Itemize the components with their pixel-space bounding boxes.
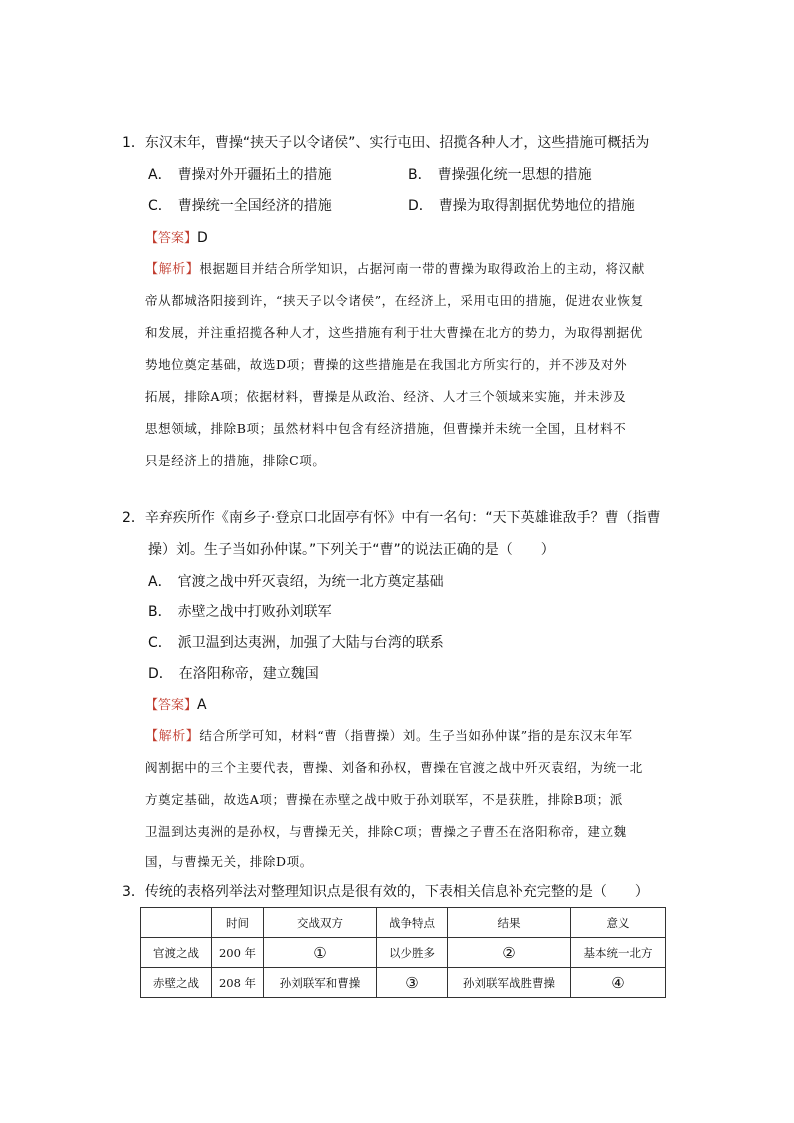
question-2-answer <box>145 695 207 716</box>
table-cell: 208 年 <box>212 968 264 998</box>
question-2-option-b <box>148 602 332 622</box>
option-key: A． <box>148 167 172 183</box>
table-header-cell: 时间 <box>212 908 264 938</box>
answer-tag: 【答案】 <box>145 231 198 246</box>
table-cell: ③ <box>377 968 448 998</box>
answer-value: A <box>197 697 207 713</box>
option-key: D． <box>408 198 433 214</box>
question-1-option-d <box>408 196 635 216</box>
question-2-analysis-line <box>145 726 633 747</box>
question-1-analysis-line: 只是经济上的措施，排除C项。 <box>145 453 326 468</box>
question-1-analysis-line: 和发展，并注重招揽各种人才，这些措施有利于壮大曹操在北方的势力，为取得割据优 <box>145 325 643 340</box>
option-text: 曹操强化统一思想的措施 <box>437 167 592 183</box>
question-1-analysis-line: 帝从都城洛阳接到许，“挟天子以令诸侯”，在经济上，采用屯田的措施，促进农业恢复 <box>145 293 644 308</box>
table-row <box>141 938 666 968</box>
option-text: 曹操为取得割据优势地位的措施 <box>438 198 635 214</box>
option-text: 官渡之战中歼灭袁绍，为统一北方奠定基础 <box>177 574 444 590</box>
question-2-analysis-line: 阀割据中的三个主要代表，曹操、刘备和孙权，曹操在官渡之战中歼灭袁绍，为统一北 <box>145 760 643 775</box>
question-2-analysis-line: 卫温到达夷洲的是孙权，与曹操无关，排除C项；曹操之子曹丕在洛阳称帝，建立魏 <box>145 824 627 839</box>
table-cell: 孙刘联军和曹操 <box>264 968 377 998</box>
question-1-analysis-line: 势地位奠定基础，故选D项；曹操的这些措施是在我国北方所实行的，并不涉及对外 <box>145 357 628 372</box>
table-cell: ① <box>264 938 377 968</box>
question-1-option-a <box>148 165 332 185</box>
option-key: A． <box>148 574 172 590</box>
question-1-stem: 1．东汉末年，曹操“挟天子以令诸侯”、实行屯田、招揽各种人才，这些措施可概括为 <box>122 135 650 151</box>
question-2-analysis-line: 国，与曹操无关，排除D项。 <box>145 854 313 869</box>
option-text: 曹操统一全国经济的措施 <box>177 198 332 214</box>
analysis-text: 根据题目并结合所学知识，占据河南一带的曹操为取得政治上的主动，将汉献 <box>199 261 645 276</box>
table-header-row <box>141 908 666 938</box>
question-2-option-a <box>148 572 444 592</box>
battle-info-table <box>140 907 666 998</box>
table-cell: ② <box>448 938 571 968</box>
option-text: 派卫温到达夷洲，加强了大陆与台湾的联系 <box>177 635 444 651</box>
question-3-stem: 3．传统的表格列举法对整理知识点是很有效的，下表相关信息补充完整的是（ ） <box>122 884 649 900</box>
table-cell: 基本统一北方 <box>571 938 666 968</box>
question-2-analysis-line: 方奠定基础，故选A项；曹操在赤壁之战中败于孙刘联军，不是获胜，排除B项；派 <box>145 792 623 807</box>
answer-tag: 【答案】 <box>145 698 198 713</box>
option-text: 曹操对外开疆拓土的措施 <box>177 167 332 183</box>
option-text: 赤壁之战中打败孙刘联军 <box>177 604 332 620</box>
option-key: B． <box>408 167 432 183</box>
question-2-option-d <box>148 664 319 684</box>
table-header-cell: 交战双方 <box>264 908 377 938</box>
option-text: 在洛阳称帝，建立魏国 <box>178 666 319 682</box>
option-key: C． <box>148 635 172 651</box>
table-cell: 孙刘联军战胜曹操 <box>448 968 571 998</box>
question-2-stem-line: 操）刘。生子当如孙仲谋。”下列关于“曹”的说法正确的是（ ） <box>148 542 555 558</box>
analysis-text: 结合所学可知，材料“曹（指曹操）刘。生子当如孙仲谋”指的是东汉末年军 <box>199 728 633 743</box>
question-1-analysis-line: 思想领域，排除B项；虽然材料中包含有经济措施，但曹操并未统一全国，且材料不 <box>145 421 627 436</box>
table-cell: 200 年 <box>212 938 264 968</box>
analysis-tag: 【解析】 <box>145 729 200 744</box>
table-row <box>141 968 666 998</box>
option-key: D． <box>148 666 173 682</box>
question-1-option-c <box>148 196 332 216</box>
option-key: B． <box>148 604 172 620</box>
question-1-analysis-line: 拓展，排除A项；依据材料，曹操是从政治、经济、人才三个领域来实施，并未涉及 <box>145 389 627 404</box>
table-cell: ④ <box>571 968 666 998</box>
table-cell: 赤壁之战 <box>141 968 212 998</box>
question-1-analysis-line <box>145 259 645 280</box>
question-2-stem-line: 2．辛弃疾所作《南乡子·登京口北固亭有怀》中有一名句：“天下英雄谁敌手？曹（指曹 <box>122 510 661 526</box>
table-cell: 官渡之战 <box>141 938 212 968</box>
table-cell: 以少胜多 <box>377 938 448 968</box>
question-1-option-b <box>408 165 592 185</box>
option-key: C． <box>148 198 172 214</box>
answer-value: D <box>197 230 208 246</box>
question-2-option-c <box>148 633 444 653</box>
question-1-answer <box>145 228 208 249</box>
table-header-cell: 战争特点 <box>377 908 448 938</box>
table-header-cell: 结果 <box>448 908 571 938</box>
table-header-cell <box>141 908 212 938</box>
analysis-tag: 【解析】 <box>145 262 200 277</box>
table-header-cell: 意义 <box>571 908 666 938</box>
